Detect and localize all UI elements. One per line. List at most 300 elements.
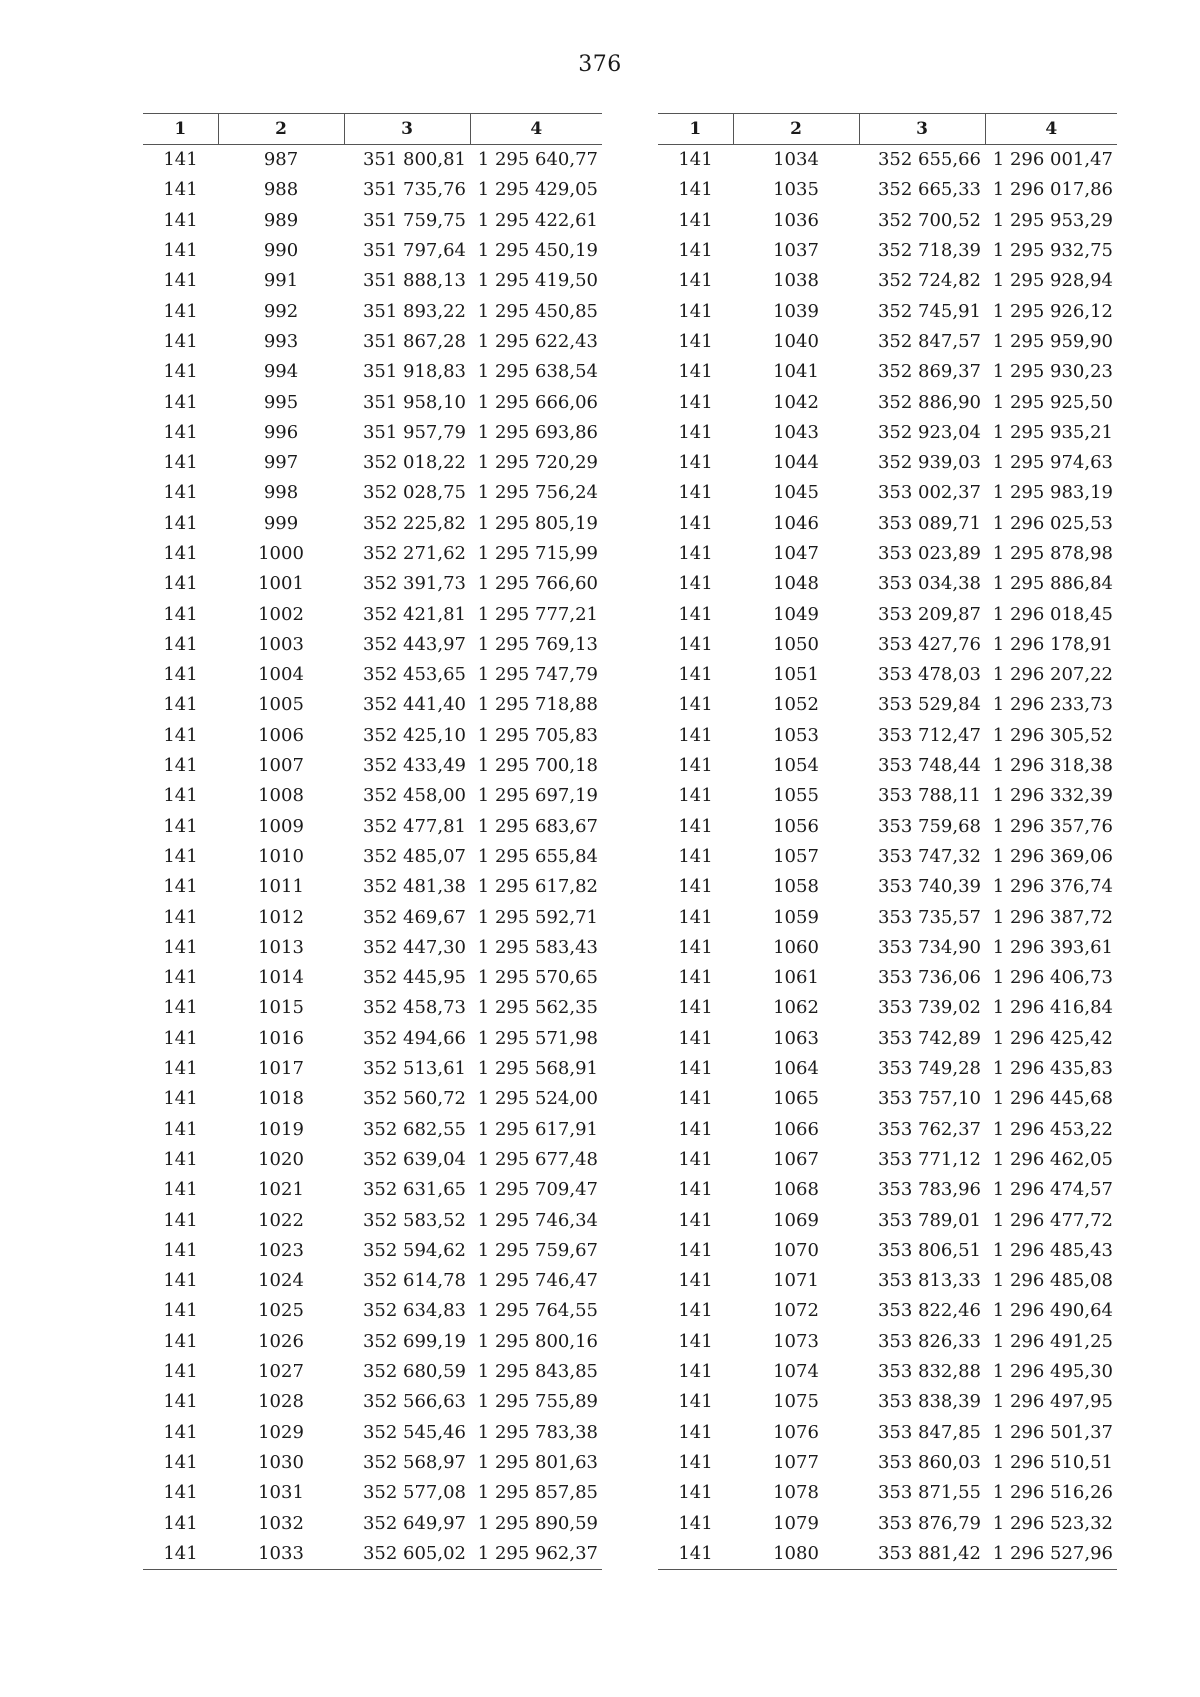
table-row: [143, 599, 602, 629]
table-cell-col-3: 353 783,96: [877, 1179, 981, 1201]
table-cell-col-4: 1 296 387,72: [992, 906, 1113, 928]
table-row: [143, 1084, 602, 1114]
table-cell-col-3: 352 566,63: [362, 1391, 466, 1413]
table-cell-col-2: 1076: [773, 1421, 819, 1443]
table-cell-col-4: 1 295 583,43: [477, 936, 598, 958]
table-row: [658, 660, 1117, 690]
table-cell-col-4: 1 296 516,26: [992, 1482, 1113, 1504]
page-number: 376: [578, 52, 622, 77]
table-cell-col-3: 353 822,46: [877, 1300, 981, 1322]
table-row: [143, 236, 602, 266]
table-cell-col-1: 141: [163, 543, 198, 564]
table-cell-col-4: 1 295 562,35: [477, 997, 598, 1019]
table-cell-col-3: 353 478,03: [877, 664, 981, 686]
table-cell-col-2: 1055: [773, 785, 819, 807]
table-cell-col-4: 1 295 715,99: [477, 543, 598, 564]
table-row: [658, 1145, 1117, 1175]
table-cell-col-3: 352 639,04: [362, 1148, 466, 1170]
table-cell-col-3: 353 813,33: [877, 1270, 981, 1292]
table-row: [658, 327, 1117, 357]
table-cell-col-2: 1080: [733, 1539, 859, 1570]
table-row: [143, 1145, 602, 1175]
table-cell-col-4: 1 295 764,55: [477, 1300, 598, 1322]
table-cell-col-2: 1011: [258, 876, 304, 898]
table-cell-col-3: 353 742,89: [877, 1027, 981, 1049]
table-cell-col-1: 141: [163, 876, 198, 898]
table-cell-col-2: 1075: [773, 1391, 819, 1413]
table-row: [658, 1205, 1117, 1235]
table-cell-col-1: 141: [678, 845, 713, 867]
table-cell-col-2: 1053: [773, 724, 819, 746]
table-cell-col-4: 1 296 369,06: [992, 845, 1113, 867]
table-row: [658, 357, 1117, 387]
table-cell-col-4: 1 296 527,96: [985, 1539, 1117, 1570]
table-row: [658, 1387, 1117, 1417]
table-cell-col-1: 141: [163, 815, 198, 837]
table-cell-col-4: 1 295 622,43: [477, 330, 598, 352]
table-row: [658, 1478, 1117, 1508]
table-cell-col-2: 1050: [773, 633, 819, 655]
table-row: [143, 963, 602, 993]
table-cell-col-2: 1013: [258, 936, 304, 958]
table-cell-col-4: 1 295 777,21: [477, 603, 598, 625]
table-cell-col-3: 353 529,84: [877, 694, 981, 716]
table-cell-col-1: 141: [678, 724, 713, 746]
table-header-row: [658, 114, 1117, 145]
table-cell-col-2: 1022: [258, 1209, 304, 1231]
table-cell-col-2: 1007: [258, 755, 304, 777]
table-row: [658, 236, 1117, 266]
table-cell-col-1: 141: [678, 664, 713, 686]
table-row: [658, 145, 1117, 176]
table-cell-col-4: 1 296 523,32: [992, 1512, 1113, 1534]
table-row: [143, 1054, 602, 1084]
table-cell-col-4: 1 296 510,51: [992, 1451, 1113, 1473]
table-cell-col-1: 141: [678, 1512, 713, 1534]
table-cell-col-1: 141: [163, 391, 198, 413]
table-cell-col-3: 352 583,52: [362, 1209, 466, 1231]
table-cell-col-3: 351 918,83: [362, 361, 466, 383]
table-cell-col-1: 141: [163, 240, 198, 262]
table-row: [658, 1024, 1117, 1054]
table-cell-col-4: 1 295 959,90: [992, 330, 1113, 352]
table-cell-col-1: 141: [163, 1391, 198, 1413]
table-row: [143, 448, 602, 478]
column-header-1: 1: [143, 114, 218, 145]
table-cell-col-1: 141: [678, 997, 713, 1019]
table-cell-col-4: 1 296 305,52: [992, 724, 1113, 746]
table-cell-col-2: 1047: [773, 543, 819, 564]
table-cell-col-2: 1070: [773, 1239, 819, 1261]
table-cell-col-3: 353 806,51: [877, 1239, 981, 1261]
table-cell-col-1: 141: [163, 149, 198, 171]
table-cell-col-1: 141: [163, 1300, 198, 1322]
table-row: [658, 690, 1117, 720]
table-cell-col-1: 141: [678, 1451, 713, 1473]
table-cell-col-4: 1 296 501,37: [992, 1421, 1113, 1443]
table-cell-col-4: 1 295 783,38: [477, 1421, 598, 1443]
column-header-4: 4: [985, 114, 1117, 145]
table-cell-col-3: 352 923,04: [877, 421, 981, 443]
table-cell-col-1: 141: [163, 361, 198, 383]
table-cell-col-1: 141: [678, 1300, 713, 1322]
table-cell-col-1: 141: [163, 452, 198, 474]
column-header-4: 4: [470, 114, 602, 145]
table-cell-col-3: 351 888,13: [362, 270, 466, 292]
table-cell-col-2: 1024: [258, 1270, 304, 1292]
table-cell-col-3: 353 871,55: [877, 1482, 981, 1504]
table-cell-col-2: 1058: [773, 876, 819, 898]
table-cell-col-1: 141: [678, 603, 713, 625]
table-row: [658, 296, 1117, 326]
table-cell-col-3: 352 458,00: [362, 785, 466, 807]
table-cell-col-3: 352 745,91: [877, 300, 981, 322]
table-cell-col-2: 1038: [773, 270, 819, 292]
table-cell-col-4: 1 295 932,75: [992, 240, 1113, 262]
table-cell-col-3: 352 445,95: [362, 967, 466, 989]
table-cell-col-4: 1 295 700,18: [477, 755, 598, 777]
table-cell-col-2: 1005: [258, 694, 304, 716]
table-row: [658, 418, 1117, 448]
table-cell-col-4: 1 295 769,13: [477, 633, 598, 655]
table-cell-col-4: 1 296 474,57: [992, 1179, 1113, 1201]
table-cell-col-2: 1001: [258, 573, 304, 595]
table-row: [658, 599, 1117, 629]
table-row: [143, 872, 602, 902]
table-cell-col-2: 1043: [773, 421, 819, 443]
table-cell-col-4: 1 296 453,22: [992, 1118, 1113, 1140]
table-cell-col-1: 141: [678, 1179, 713, 1201]
table-cell-col-4: 1 296 318,38: [992, 755, 1113, 777]
table-cell-col-3: 351 957,79: [362, 421, 466, 443]
table-cell-col-4: 1 296 477,72: [992, 1209, 1113, 1231]
table-cell-col-3: 353 734,90: [877, 936, 981, 958]
table-row: [658, 1266, 1117, 1296]
table-cell-col-3: 352 699,19: [362, 1330, 466, 1352]
table-row: [143, 418, 602, 448]
table-row: [143, 630, 602, 660]
table-cell-col-1: 141: [678, 149, 713, 171]
table-cell-col-2: 1062: [773, 997, 819, 1019]
table-row: [143, 296, 602, 326]
table-cell-col-3: 353 735,57: [877, 906, 981, 928]
table-cell-col-2: 1077: [773, 1451, 819, 1473]
table-cell-col-4: 1 296 332,39: [992, 785, 1113, 807]
table-cell-col-3: 352 425,10: [362, 724, 466, 746]
table-cell-col-1: 141: [678, 1239, 713, 1261]
table-cell-col-1: 141: [163, 1058, 198, 1080]
table-row: [143, 1539, 602, 1570]
table-row: [658, 1357, 1117, 1387]
table-cell-col-2: 1037: [773, 240, 819, 262]
table-cell-col-2: 1009: [258, 815, 304, 837]
table-cell-col-3: 352 939,03: [877, 452, 981, 474]
table-row: [143, 1236, 602, 1266]
table-cell-col-1: 141: [678, 936, 713, 958]
table-cell-col-2: 995: [263, 391, 299, 413]
table-cell-col-4: 1 296 017,86: [992, 179, 1113, 201]
table-cell-col-2: 1068: [773, 1179, 819, 1201]
table-cell-col-1: 141: [163, 300, 198, 322]
table-body: [143, 145, 602, 1570]
table-row: [658, 1236, 1117, 1266]
table-cell-col-4: 1 295 926,12: [992, 300, 1113, 322]
table-cell-col-4: 1 295 746,47: [477, 1270, 598, 1292]
table-cell-col-1: 141: [163, 1482, 198, 1504]
table-row: [143, 1448, 602, 1478]
table-cell-col-2: 1054: [773, 755, 819, 777]
table-cell-col-2: 1064: [773, 1058, 819, 1080]
column-header-1: 1: [658, 114, 733, 145]
table-cell-col-3: 353 788,11: [877, 785, 981, 807]
table-row: [658, 721, 1117, 751]
table-cell-col-1: 141: [163, 997, 198, 1019]
table-cell-col-1: 141: [163, 603, 198, 625]
table-cell-col-3: 353 771,12: [877, 1148, 981, 1170]
table-cell-col-3: 353 759,68: [877, 815, 981, 837]
table-cell-col-4: 1 296 485,43: [992, 1239, 1113, 1261]
table-cell-col-1: 141: [163, 724, 198, 746]
table-cell-col-2: 998: [263, 482, 299, 504]
table-cell-col-2: 1026: [258, 1330, 304, 1352]
table-row: [143, 1296, 602, 1326]
table-row: [658, 478, 1117, 508]
table-cell-col-3: 353 757,10: [877, 1088, 981, 1110]
table-cell-col-3: 353 860,03: [877, 1451, 981, 1473]
table-cell-col-3: 352 453,65: [362, 664, 466, 686]
table-cell-col-1: 141: [678, 1058, 713, 1080]
table-cell-col-3: 352 513,61: [362, 1058, 466, 1080]
table-cell-col-4: 1 295 756,24: [477, 482, 598, 504]
table-cell-col-1: 141: [678, 1361, 713, 1383]
table-cell-col-3: 352 680,59: [362, 1361, 466, 1383]
table-row: [143, 1175, 602, 1205]
table-cell-col-4: 1 295 419,50: [477, 270, 598, 292]
table-cell-col-1: 141: [163, 664, 198, 686]
table-row: [143, 1205, 602, 1235]
table-cell-col-2: 988: [263, 179, 299, 201]
table-cell-col-3: 352 545,46: [362, 1421, 466, 1443]
table-cell-col-2: 1020: [258, 1148, 304, 1170]
table-row: [143, 842, 602, 872]
table-row: [143, 993, 602, 1023]
table-cell-col-3: 353 789,01: [877, 1209, 981, 1231]
table-row: [658, 448, 1117, 478]
table-cell-col-3: 352 631,65: [362, 1179, 466, 1201]
coordinates-table-left: [143, 113, 602, 1570]
table-cell-col-4: 1 295 422,61: [477, 209, 598, 231]
table-cell-col-1: 141: [163, 694, 198, 716]
table-cell-col-2: 1039: [773, 300, 819, 322]
table-cell-col-2: 1036: [773, 209, 819, 231]
table-row: [143, 902, 602, 932]
table-cell-col-3: 352 577,08: [362, 1482, 466, 1504]
table-cell-col-3: 352 724,82: [877, 270, 981, 292]
table-cell-col-2: 1042: [773, 391, 819, 413]
table-cell-col-1: 141: [678, 543, 713, 564]
table-cell-col-2: 1023: [258, 1239, 304, 1261]
table-row: [143, 175, 602, 205]
table-cell-col-2: 987: [263, 149, 299, 171]
table-body: [658, 145, 1117, 1570]
table-cell-col-4: 1 295 759,67: [477, 1239, 598, 1261]
table-cell-col-3: 353 739,02: [877, 997, 981, 1019]
table-cell-col-1: 141: [143, 1539, 218, 1570]
table-cell-col-4: 1 295 429,05: [477, 179, 598, 201]
table-cell-col-4: 1 295 930,23: [992, 361, 1113, 383]
table-row: [658, 569, 1117, 599]
table-row: [143, 690, 602, 720]
table-cell-col-1: 141: [678, 1088, 713, 1110]
table-cell-col-2: 1049: [773, 603, 819, 625]
table-cell-col-2: 1021: [258, 1179, 304, 1201]
table-cell-col-4: 1 295 450,19: [477, 240, 598, 262]
table-cell-col-2: 1003: [258, 633, 304, 655]
table-cell-col-3: 353 740,39: [877, 876, 981, 898]
table-row: [143, 327, 602, 357]
table-cell-col-4: 1 296 435,83: [992, 1058, 1113, 1080]
table-cell-col-2: 1034: [773, 149, 819, 171]
table-cell-col-1: 141: [678, 815, 713, 837]
table-cell-col-3: 353 747,32: [877, 845, 981, 867]
table-cell-col-2: 1041: [773, 361, 819, 383]
table-cell-col-4: 1 295 890,59: [477, 1512, 598, 1534]
table-cell-col-3: 352 433,49: [362, 755, 466, 777]
table-cell-col-1: 141: [658, 1539, 733, 1570]
table-cell-col-2: 991: [263, 270, 299, 292]
table-cell-col-3: 352 481,38: [362, 876, 466, 898]
table-cell-col-4: 1 296 425,42: [992, 1027, 1113, 1049]
table-row: [143, 478, 602, 508]
table-cell-col-2: 996: [263, 421, 299, 443]
table-row: [658, 1084, 1117, 1114]
table-cell-col-2: 1006: [258, 724, 304, 746]
table-cell-col-3: 352 441,40: [362, 694, 466, 716]
table-cell-col-1: 141: [678, 1391, 713, 1413]
table-row: [143, 145, 602, 176]
table-cell-col-2: 994: [263, 361, 299, 383]
table-cell-col-3: 352 443,97: [362, 633, 466, 655]
table-cell-col-4: 1 296 490,64: [992, 1300, 1113, 1322]
table-cell-col-3: 351 800,81: [362, 149, 466, 171]
table-cell-col-1: 141: [678, 361, 713, 383]
table-cell-col-2: 1071: [773, 1270, 819, 1292]
table-cell-col-4: 1 295 953,29: [992, 209, 1113, 231]
table-cell-col-3: 352 665,33: [877, 179, 981, 201]
table-cell-col-1: 141: [678, 240, 713, 262]
table-cell-col-2: 999: [263, 512, 299, 534]
table-row: [658, 206, 1117, 236]
table-row: [658, 933, 1117, 963]
table-cell-col-2: 989: [263, 209, 299, 231]
table-cell-col-4: 1 295 570,65: [477, 967, 598, 989]
table-row: [658, 781, 1117, 811]
table-cell-col-4: 1 295 677,48: [477, 1148, 598, 1170]
table-cell-col-2: 1045: [773, 482, 819, 504]
table-cell-col-1: 141: [163, 270, 198, 292]
table-cell-col-4: 1 296 393,61: [992, 936, 1113, 958]
table-row: [143, 1327, 602, 1357]
table-cell-col-2: 1000: [258, 543, 304, 564]
table-cell-col-3: 352 421,81: [362, 603, 466, 625]
table-row: [658, 1175, 1117, 1205]
table-cell-col-3: 352 634,83: [362, 1300, 466, 1322]
table-cell-col-1: 141: [163, 1421, 198, 1443]
table-cell-col-3: 352 594,62: [362, 1239, 466, 1261]
table-cell-col-1: 141: [678, 209, 713, 231]
table-header-row: [143, 114, 602, 145]
table-cell-col-3: 352 655,66: [877, 149, 981, 171]
table-cell-col-2: 1056: [773, 815, 819, 837]
table-cell-col-2: 1002: [258, 603, 304, 625]
table-cell-col-3: 352 447,30: [362, 936, 466, 958]
table-row: [143, 812, 602, 842]
table-cell-col-2: 1028: [258, 1391, 304, 1413]
table-cell-col-4: 1 295 805,19: [477, 512, 598, 534]
table-cell-col-2: 992: [263, 300, 299, 322]
table-cell-col-3: 352 494,66: [362, 1027, 466, 1049]
table-row: [658, 1327, 1117, 1357]
table-cell-col-4: 1 295 983,19: [992, 482, 1113, 504]
table-cell-col-2: 1067: [773, 1148, 819, 1170]
table-cell-col-2: 1012: [258, 906, 304, 928]
table-cell-col-3: 353 881,42: [859, 1539, 985, 1570]
table-row: [143, 1266, 602, 1296]
column-header-2: 2: [218, 114, 344, 145]
table-cell-col-4: 1 295 974,63: [992, 452, 1113, 474]
table-cell-col-3: 353 847,85: [877, 1421, 981, 1443]
table-row: [143, 357, 602, 387]
table-cell-col-3: 351 735,76: [362, 179, 466, 201]
table-cell-col-2: 1044: [773, 452, 819, 474]
table-cell-col-2: 1074: [773, 1361, 819, 1383]
table-cell-col-3: 352 682,55: [362, 1118, 466, 1140]
table-cell-col-1: 141: [163, 330, 198, 352]
table-cell-col-1: 141: [163, 1118, 198, 1140]
table-row: [143, 660, 602, 690]
table-cell-col-2: 1004: [258, 664, 304, 686]
table-cell-col-1: 141: [678, 755, 713, 777]
table-cell-col-3: 352 018,22: [362, 452, 466, 474]
table-cell-col-4: 1 296 207,22: [992, 664, 1113, 686]
table-cell-col-1: 141: [163, 1209, 198, 1231]
table-cell-col-1: 141: [678, 876, 713, 898]
table-row: [143, 781, 602, 811]
table-cell-col-2: 1072: [773, 1300, 819, 1322]
table-row: [143, 509, 602, 539]
table-cell-col-4: 1 295 718,88: [477, 694, 598, 716]
table-row: [658, 993, 1117, 1023]
table-cell-col-2: 1014: [258, 967, 304, 989]
table-cell-col-4: 1 295 568,91: [477, 1058, 598, 1080]
table-cell-col-3: 352 271,62: [362, 543, 466, 564]
table-row: [658, 1054, 1117, 1084]
table-row: [143, 1508, 602, 1538]
table-cell-col-3: 353 002,37: [877, 482, 981, 504]
table-cell-col-1: 141: [163, 755, 198, 777]
table-row: [143, 1024, 602, 1054]
table-cell-col-4: 1 296 497,95: [992, 1391, 1113, 1413]
table-cell-col-2: 990: [263, 240, 299, 262]
table-cell-col-4: 1 295 617,82: [477, 876, 598, 898]
table-cell-col-1: 141: [678, 573, 713, 595]
table-cell-col-2: 1035: [773, 179, 819, 201]
table-cell-col-4: 1 295 755,89: [477, 1391, 598, 1413]
column-header-3: 3: [859, 114, 985, 145]
table-row: [658, 812, 1117, 842]
table-cell-col-3: 352 869,37: [877, 361, 981, 383]
table-cell-col-1: 141: [678, 270, 713, 292]
